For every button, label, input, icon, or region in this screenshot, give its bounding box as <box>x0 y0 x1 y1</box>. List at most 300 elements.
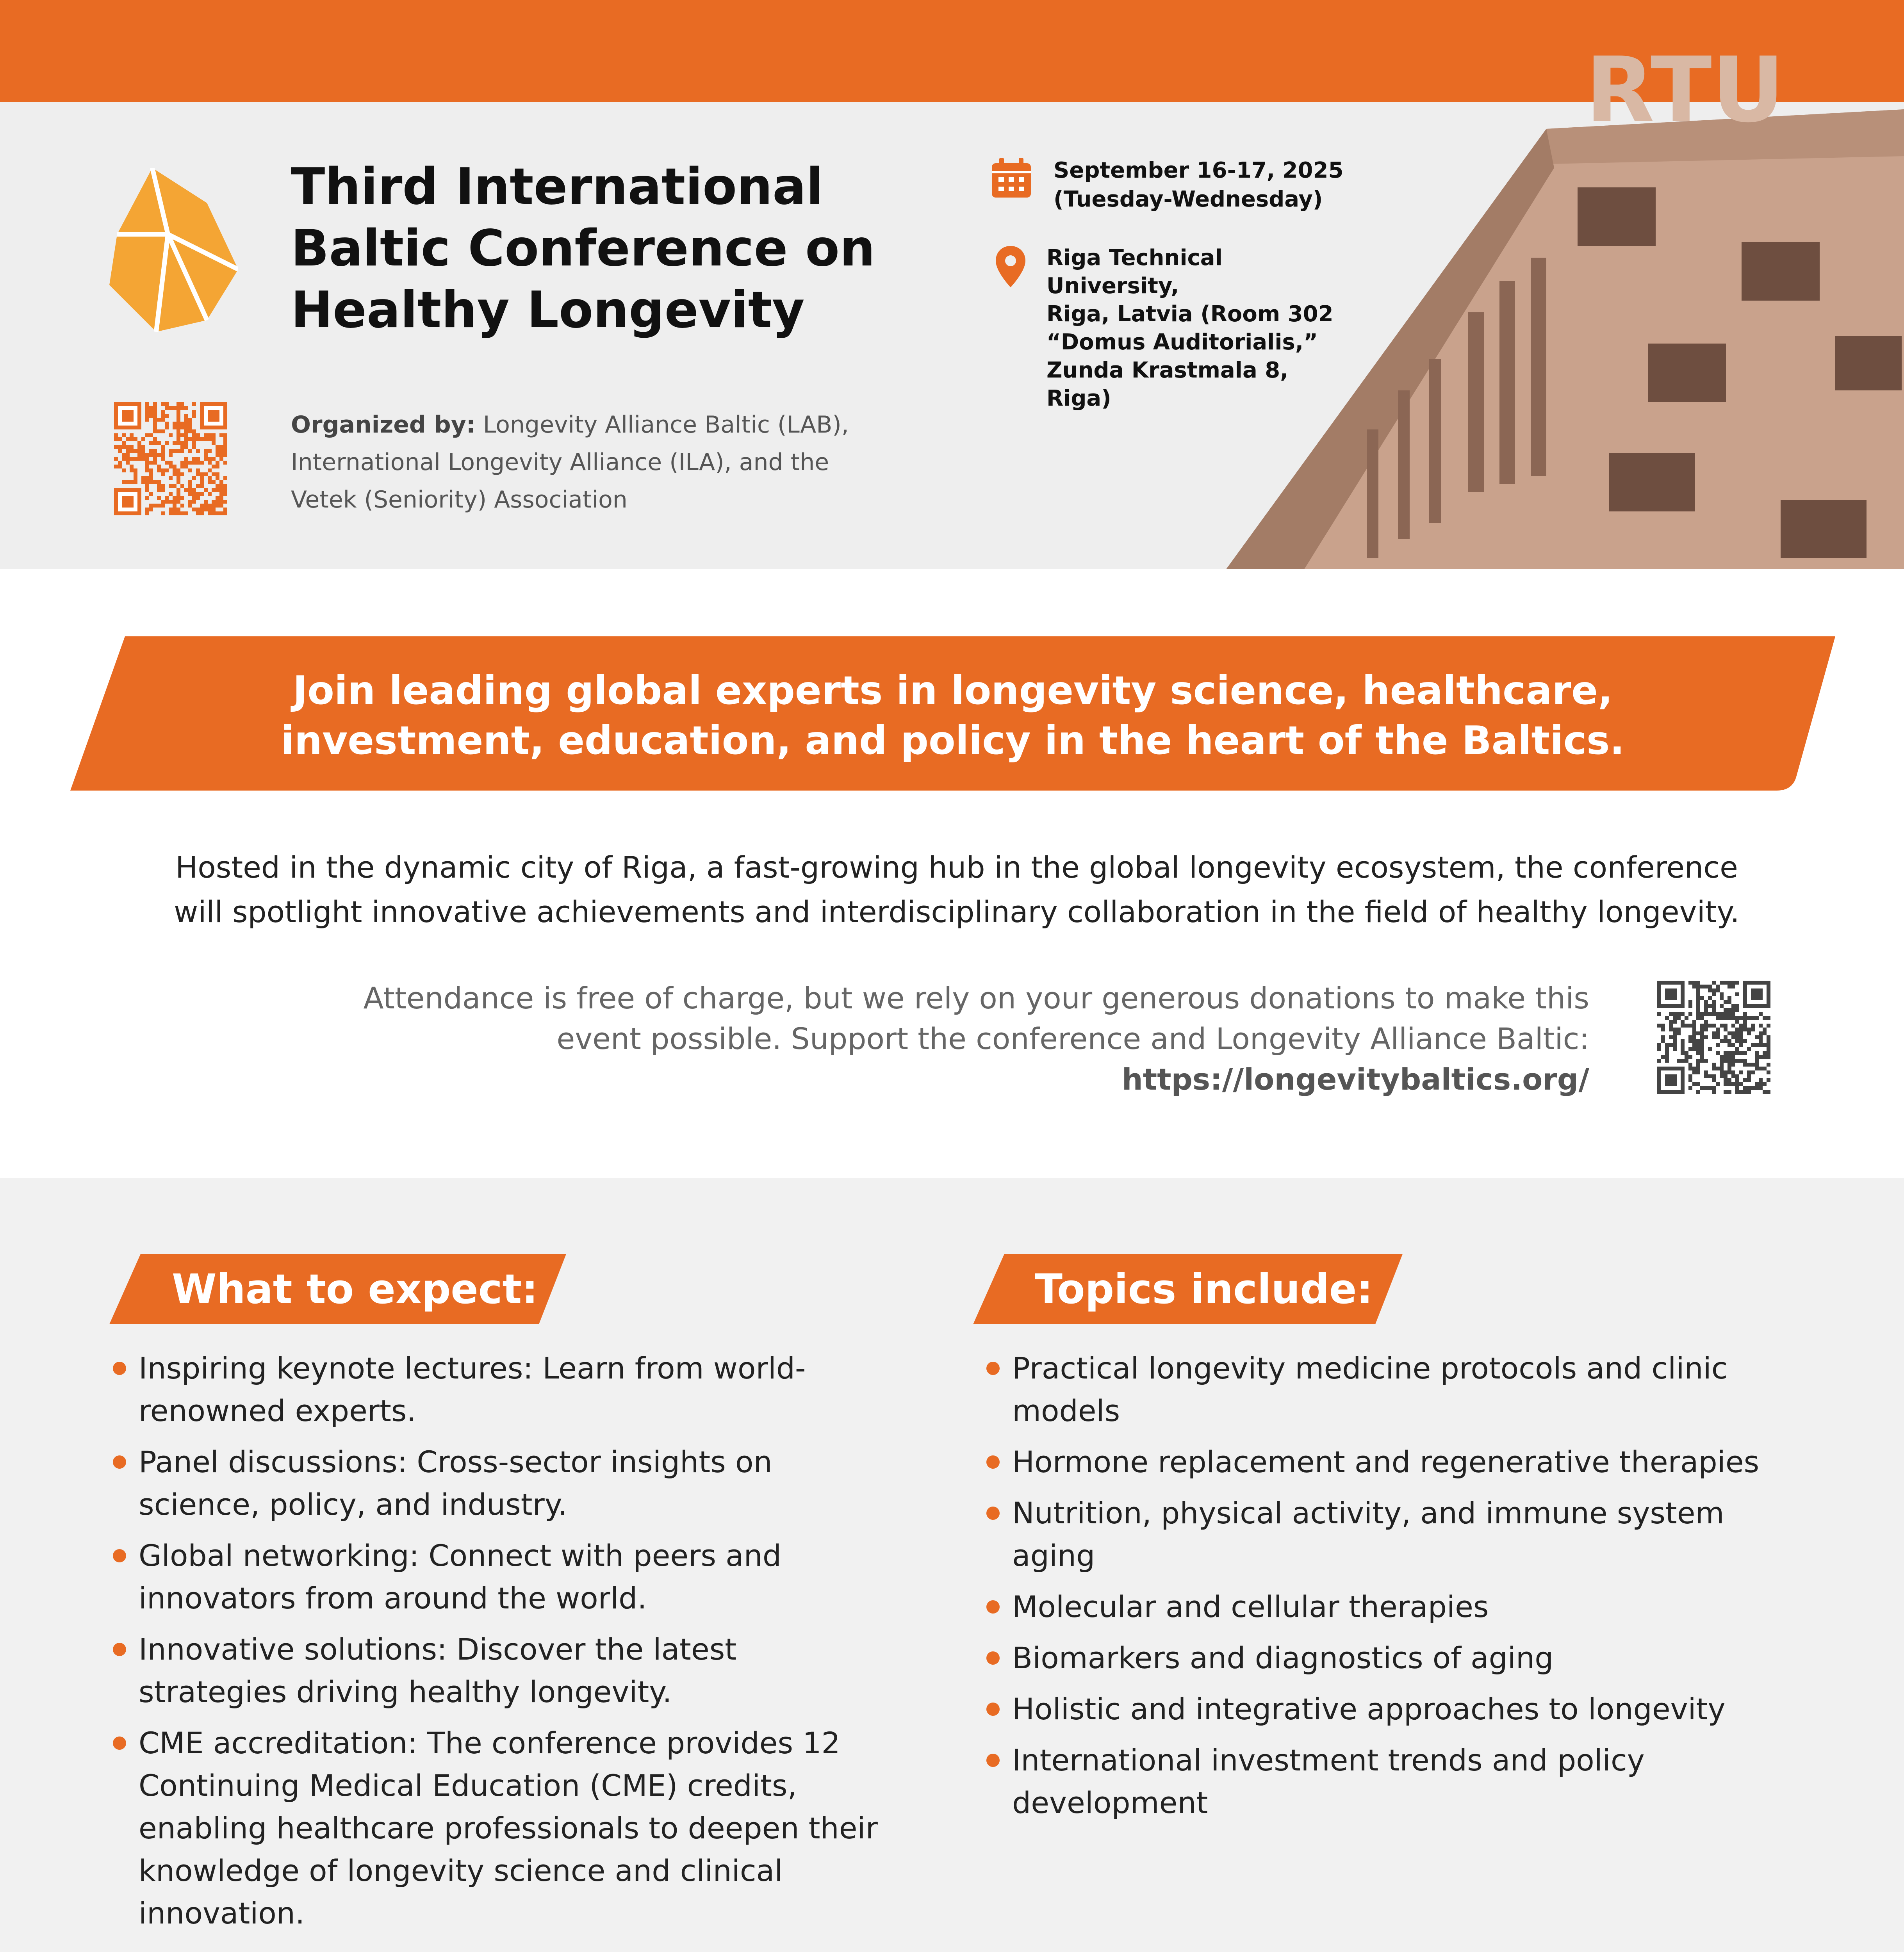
qr-module <box>184 414 188 418</box>
qr-module <box>173 496 176 500</box>
qr-module <box>176 476 180 480</box>
qr-module <box>208 504 212 508</box>
qr-module <box>1712 1090 1716 1094</box>
qr-module <box>1739 1031 1743 1035</box>
qr-module <box>1688 1074 1692 1078</box>
qr-module <box>1716 1035 1720 1039</box>
qr-module <box>223 488 227 492</box>
qr-module <box>1728 996 1731 1000</box>
qr-module <box>1763 1090 1767 1094</box>
qr-module <box>149 449 153 453</box>
topics-list <box>985 1347 1805 1833</box>
qr-module <box>1696 1004 1700 1008</box>
qr-module <box>192 410 196 414</box>
qr-module <box>196 496 200 500</box>
qr-module <box>145 508 149 511</box>
qr-module <box>173 504 176 508</box>
qr-module <box>200 472 204 476</box>
qr-module <box>208 468 212 472</box>
qr-module <box>208 437 212 441</box>
qr-module <box>145 406 149 410</box>
bullet-icon <box>113 1549 126 1562</box>
qr-module <box>1720 1063 1724 1067</box>
qr-module <box>169 461 173 465</box>
qr-module <box>1696 1082 1700 1086</box>
qr-module <box>184 429 188 433</box>
qr-module <box>192 457 196 461</box>
qr-module <box>1657 1047 1661 1051</box>
qr-module <box>1735 1035 1739 1039</box>
qr-module <box>1700 1086 1704 1090</box>
qr-module <box>1708 985 1712 988</box>
qr-module <box>126 457 130 461</box>
qr-module <box>176 410 180 414</box>
qr-module <box>149 461 153 465</box>
qr-module <box>176 488 180 492</box>
qr-module <box>1681 1051 1685 1055</box>
qr-module <box>1759 1031 1763 1035</box>
qr-module <box>1739 1035 1743 1039</box>
qr-module <box>1759 1078 1763 1082</box>
headline-line: investment, education, and policy in the heart of the Baltics. <box>281 718 1625 763</box>
qr-module <box>157 429 161 433</box>
qr-module <box>1728 1008 1731 1012</box>
qr-module <box>165 406 169 410</box>
qr-module <box>1700 1055 1704 1059</box>
qr-module <box>1708 1086 1712 1090</box>
qr-module <box>212 480 216 484</box>
qr-module <box>1708 1004 1712 1008</box>
qr-module <box>1728 1016 1731 1020</box>
qr-module <box>1661 1028 1665 1031</box>
qr-module <box>188 426 192 429</box>
qr-module <box>1755 1063 1759 1067</box>
qr-module <box>165 441 169 445</box>
qr-module <box>1696 1008 1700 1012</box>
day-text: (Tuesday-Wednesday) <box>1054 187 1323 212</box>
qr-module <box>1731 1031 1735 1035</box>
qr-module <box>153 406 157 410</box>
qr-module <box>1692 981 1696 985</box>
qr-module <box>184 433 188 437</box>
qr-module <box>1735 1028 1739 1031</box>
qr-module <box>1681 1043 1685 1047</box>
list-item-text: CME accreditation: The conference provides 12 Continuing Medical Education (CME) credits, enabling healthcare professionals to deepen their knowledge of longevity science and clinical innovation. <box>139 1726 878 1931</box>
qr-module <box>1665 1074 1677 1086</box>
donation-text <box>156 978 1589 1100</box>
qr-module <box>157 484 161 488</box>
qr-module <box>1739 1070 1743 1074</box>
qr-module <box>153 504 157 508</box>
qr-module <box>208 433 212 437</box>
qr-module <box>200 480 204 484</box>
list-item-text: Panel discussions: Cross-sector insights on science, policy, and industry. <box>139 1444 772 1522</box>
qr-module <box>1747 1078 1751 1082</box>
qr-module <box>216 465 219 468</box>
qr-module <box>153 461 157 465</box>
qr-module <box>1731 1004 1735 1008</box>
qr-module <box>180 402 184 406</box>
qr-module <box>122 453 126 457</box>
qr-module <box>192 492 196 496</box>
bullet-icon <box>986 1455 1000 1469</box>
qr-module <box>192 429 196 433</box>
qr-module <box>1692 1035 1696 1039</box>
qr-module <box>1696 1031 1700 1035</box>
qr-module <box>192 488 196 492</box>
headline-line: Join leading global experts in longevity science, healthcare, <box>293 668 1613 713</box>
qr-module <box>223 433 227 437</box>
organized-names: Longevity Alliance Baltic (LAB), International Longevity Alliance (ILA), and the Vetek (Seniority) Association <box>291 411 849 513</box>
qr-module <box>1724 1051 1728 1055</box>
qr-module <box>130 449 134 453</box>
qr-module <box>126 445 130 449</box>
qr-module <box>145 402 149 406</box>
qr-module <box>126 480 130 484</box>
qr-module <box>165 426 169 429</box>
qr-module <box>1759 1035 1763 1039</box>
qr-module <box>1767 1035 1770 1039</box>
donation-qr-code[interactable] <box>1657 981 1770 1094</box>
qr-module <box>176 406 180 410</box>
qr-module <box>114 433 118 437</box>
qr-module <box>192 433 196 437</box>
qr-module <box>219 484 223 488</box>
qr-module <box>149 476 153 480</box>
qr-module <box>1720 1012 1724 1016</box>
qr-module <box>173 422 176 426</box>
qr-module <box>192 402 196 406</box>
qr-module <box>1665 1043 1669 1047</box>
qr-module <box>165 461 169 465</box>
qr-module <box>114 445 118 449</box>
qr-module <box>216 500 219 504</box>
qr-module <box>161 410 165 414</box>
list-item <box>111 1534 884 1619</box>
qr-module <box>173 472 176 476</box>
qr-module <box>169 433 173 437</box>
qr-module <box>1743 1059 1747 1063</box>
list-item <box>985 1441 1805 1483</box>
qr-module <box>219 511 223 515</box>
qr-module <box>161 449 165 453</box>
qr-module <box>1731 985 1735 988</box>
qr-module <box>196 484 200 488</box>
qr-module <box>141 457 145 461</box>
qr-module <box>1716 1043 1720 1047</box>
qr-module <box>161 418 165 422</box>
qr-module <box>1673 1016 1677 1020</box>
qr-module <box>1743 1016 1747 1020</box>
qr-module <box>1743 1090 1747 1094</box>
qr-module <box>126 461 130 465</box>
list-item-text: Innovative solutions: Discover the latest strategies driving healthy longevity. <box>139 1632 737 1709</box>
qr-module <box>1677 1016 1681 1020</box>
qr-module <box>141 445 145 449</box>
qr-module <box>1735 1031 1739 1035</box>
qr-module <box>1720 1039 1724 1043</box>
qr-module <box>1724 1082 1728 1086</box>
qr-module <box>1747 1090 1751 1094</box>
qr-module <box>1767 1039 1770 1043</box>
qr-module <box>1712 1035 1716 1039</box>
qr-module <box>153 437 157 441</box>
qr-module <box>1661 1055 1665 1059</box>
qr-module <box>1704 1086 1708 1090</box>
qr-module <box>204 437 208 441</box>
qr-module <box>141 449 145 453</box>
qr-module <box>176 496 180 500</box>
qr-module <box>1728 985 1731 988</box>
qr-module <box>1677 1031 1681 1035</box>
qr-module <box>1724 1024 1728 1028</box>
qr-module <box>180 426 184 429</box>
qr-module <box>1724 1078 1728 1082</box>
qr-module <box>1763 1028 1767 1031</box>
qr-module <box>1731 1035 1735 1039</box>
qr-module <box>134 472 137 476</box>
list-item <box>985 1739 1805 1824</box>
qr-module <box>176 418 180 422</box>
qr-module <box>153 418 157 422</box>
qr-module <box>1735 1086 1739 1090</box>
qr-module <box>1739 1090 1743 1094</box>
qr-module <box>141 437 145 441</box>
qr-module <box>1751 1043 1755 1047</box>
qr-module <box>219 445 223 449</box>
qr-module <box>223 511 227 515</box>
qr-module <box>1728 1090 1731 1094</box>
qr-module <box>149 504 153 508</box>
qr-module <box>173 508 176 511</box>
qr-module <box>1665 1055 1669 1059</box>
qr-module <box>1696 1047 1700 1051</box>
qr-module <box>176 492 180 496</box>
qr-module <box>1739 1043 1743 1047</box>
qr-module <box>1735 981 1739 985</box>
header-qr-code[interactable] <box>114 402 227 515</box>
qr-module <box>1708 1024 1712 1028</box>
qr-module <box>1724 1090 1728 1094</box>
qr-module <box>1743 1020 1747 1024</box>
qr-module <box>1700 1031 1704 1035</box>
qr-module <box>1716 1067 1720 1070</box>
qr-module <box>176 437 180 441</box>
qr-module <box>1739 1051 1743 1055</box>
qr-module <box>184 457 188 461</box>
qr-module <box>216 472 219 476</box>
qr-module <box>176 449 180 453</box>
qr-module <box>1735 1016 1739 1020</box>
donation-line: Attendance is free of charge, but we rely on your generous donations to make this <box>363 981 1589 1015</box>
qr-module <box>149 508 153 511</box>
qr-module <box>1692 1082 1696 1086</box>
qr-module <box>219 488 223 492</box>
qr-module <box>223 449 227 453</box>
qr-module <box>200 484 204 488</box>
qr-module <box>1657 1043 1661 1047</box>
qr-module <box>165 414 169 418</box>
qr-module <box>223 453 227 457</box>
title-line: Healthy Longevity <box>291 281 805 339</box>
qr-module <box>1724 1000 1728 1004</box>
qr-module <box>165 496 169 500</box>
qr-module <box>200 476 204 480</box>
qr-module <box>149 472 153 476</box>
qr-module <box>157 488 161 492</box>
intro-line: Hosted in the dynamic city of Riga, a fast-growing hub in the global longevity ecosystem, the conference <box>175 850 1738 885</box>
bullet-icon <box>986 1651 1000 1665</box>
qr-module <box>1720 1024 1724 1028</box>
qr-module <box>1720 1059 1724 1063</box>
qr-module <box>173 511 176 515</box>
qr-module <box>1755 1082 1759 1086</box>
qr-module <box>169 500 173 504</box>
qr-module <box>130 468 134 472</box>
qr-module <box>137 453 141 457</box>
qr-module <box>1692 1024 1696 1028</box>
qr-module <box>118 437 122 441</box>
qr-module <box>176 500 180 504</box>
qr-module <box>134 449 137 453</box>
qr-module <box>1700 1016 1704 1020</box>
qr-module <box>1688 1067 1692 1070</box>
list-item <box>985 1637 1805 1679</box>
qr-module <box>1692 1020 1696 1024</box>
qr-module <box>1712 1063 1716 1067</box>
qr-module <box>145 414 149 418</box>
qr-module <box>1712 1008 1716 1012</box>
qr-module <box>1731 1055 1735 1059</box>
bullet-icon <box>113 1455 126 1469</box>
qr-module <box>1681 1020 1685 1024</box>
qr-module <box>153 441 157 445</box>
qr-module <box>130 480 134 484</box>
donation-link[interactable]: https://longevitybaltics.org/ <box>1121 1062 1589 1097</box>
qr-module <box>223 445 227 449</box>
qr-module <box>145 433 149 437</box>
qr-module <box>1696 988 1700 992</box>
qr-module <box>1665 1051 1669 1055</box>
qr-module <box>223 492 227 496</box>
qr-module <box>1700 1051 1704 1055</box>
list-item-text: Biomarkers and diagnostics of aging <box>1012 1640 1554 1675</box>
qr-module <box>149 441 153 445</box>
qr-module <box>1743 1028 1747 1031</box>
qr-module <box>1677 1059 1681 1063</box>
qr-module <box>1755 1016 1759 1020</box>
qr-module <box>1704 1024 1708 1028</box>
qr-module <box>1696 1039 1700 1043</box>
qr-module <box>1767 1078 1770 1082</box>
longevity-alliance-logo-icon <box>109 168 238 332</box>
qr-module <box>134 437 137 441</box>
qr-module <box>1751 1028 1755 1031</box>
qr-module <box>1688 1086 1692 1090</box>
qr-module <box>1728 1051 1731 1055</box>
qr-module <box>1755 1067 1759 1070</box>
qr-module <box>1673 1047 1677 1051</box>
venue-line: Zunda Krastmala 8, Riga) <box>1046 358 1289 411</box>
qr-module <box>196 437 200 441</box>
qr-module <box>1747 1031 1751 1035</box>
qr-module <box>188 468 192 472</box>
calendar-icon <box>990 156 1033 199</box>
bullet-icon <box>113 1643 126 1656</box>
qr-module <box>1751 1086 1755 1090</box>
qr-module <box>134 457 137 461</box>
qr-module <box>184 461 188 465</box>
qr-module <box>204 472 208 476</box>
qr-module <box>122 445 126 449</box>
qr-module <box>1712 988 1716 992</box>
qr-module <box>200 461 204 465</box>
qr-module <box>1731 981 1735 985</box>
qr-module <box>216 496 219 500</box>
qr-module <box>161 484 165 488</box>
qr-module <box>1731 1059 1735 1063</box>
qr-module <box>188 422 192 426</box>
qr-module <box>1720 1070 1724 1074</box>
qr-module <box>1720 992 1724 996</box>
qr-module <box>1767 1043 1770 1047</box>
qr-module <box>161 429 165 433</box>
qr-module <box>180 504 184 508</box>
qr-module <box>1763 1082 1767 1086</box>
qr-module <box>1704 1028 1708 1031</box>
qr-module <box>114 465 118 468</box>
qr-module <box>212 500 216 504</box>
qr-module <box>200 511 204 515</box>
qr-module <box>1661 1035 1665 1039</box>
qr-module <box>208 410 219 422</box>
qr-module <box>145 461 149 465</box>
venue-line: Riga, Latvia (Room 302 <box>1046 301 1334 327</box>
qr-module <box>130 437 134 441</box>
qr-module <box>1728 1012 1731 1016</box>
qr-module <box>180 472 184 476</box>
qr-module <box>184 465 188 468</box>
qr-module <box>1704 1020 1708 1024</box>
qr-module <box>114 437 118 441</box>
qr-module <box>219 500 223 504</box>
qr-module <box>1728 1055 1731 1059</box>
qr-module <box>212 437 216 441</box>
qr-module <box>122 468 126 472</box>
qr-module <box>161 511 165 515</box>
qr-module <box>204 500 208 504</box>
qr-module <box>200 508 204 511</box>
qr-module <box>192 445 196 449</box>
qr-module <box>1739 1082 1743 1086</box>
qr-module <box>1763 1067 1767 1070</box>
qr-module <box>1747 1016 1751 1020</box>
qr-module <box>1688 1024 1692 1028</box>
qr-module <box>1708 1047 1712 1051</box>
qr-module <box>1696 1016 1700 1020</box>
qr-module <box>1700 1047 1704 1051</box>
list-item-text: Nutrition, physical activity, and immune system aging <box>1012 1496 1724 1573</box>
qr-module <box>1692 1039 1696 1043</box>
qr-module <box>137 441 141 445</box>
qr-module <box>180 496 184 500</box>
qr-module <box>157 441 161 445</box>
bullet-icon <box>986 1362 1000 1375</box>
qr-module <box>223 484 227 488</box>
bullet-icon <box>986 1600 1000 1614</box>
qr-module <box>196 468 200 472</box>
qr-module <box>184 426 188 429</box>
